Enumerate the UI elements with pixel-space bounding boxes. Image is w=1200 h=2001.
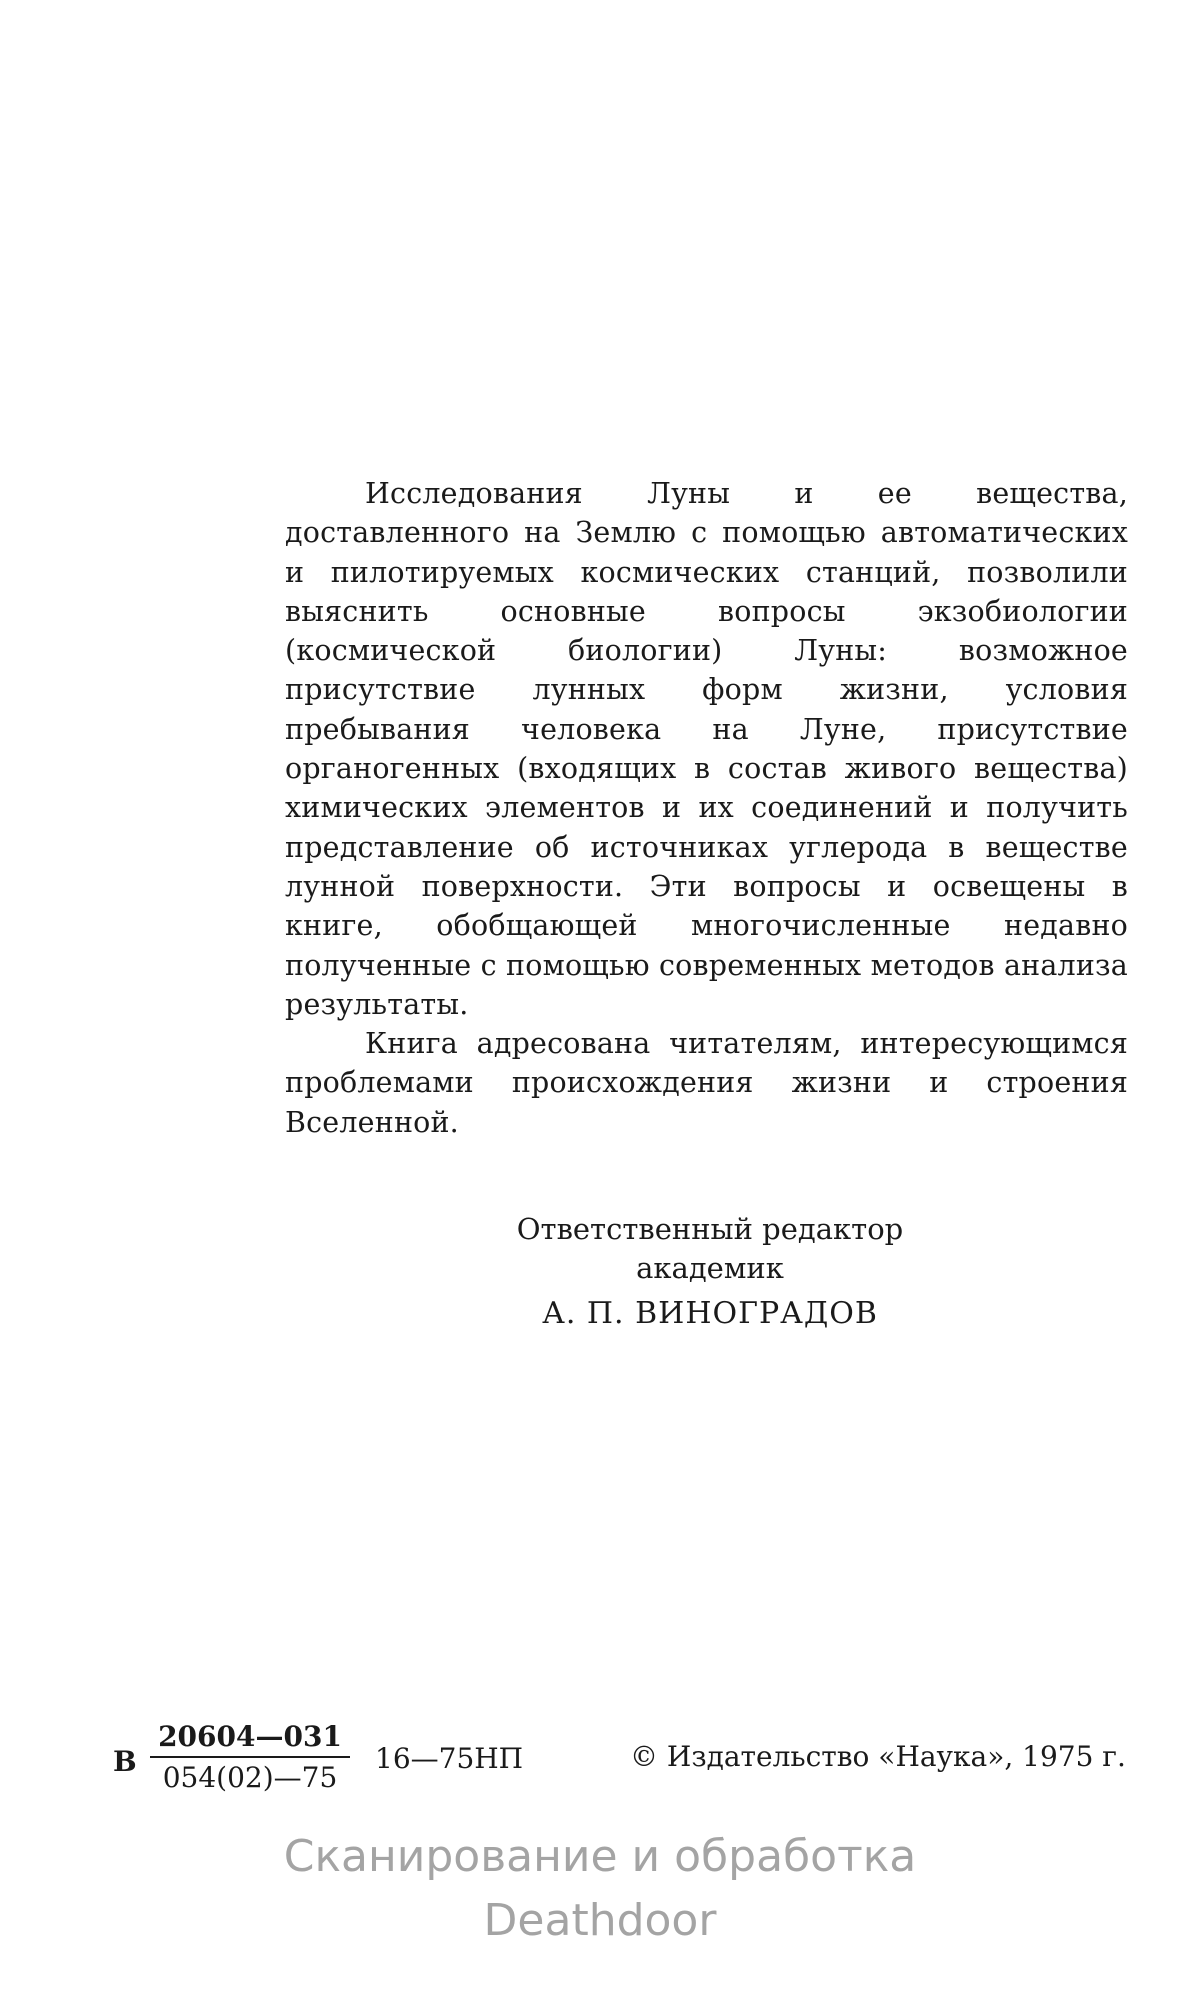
editor-role: Ответственный редактор (516, 1212, 904, 1246)
editor-title: академик (636, 1251, 784, 1285)
editor-credit (500, 1210, 920, 1333)
scan-watermark (0, 1825, 1200, 1953)
watermark-line-1: Сканирование и обработка (283, 1831, 917, 1882)
imprint-numerator: 20604—031 (158, 1720, 342, 1753)
imprint-letter: В (113, 1745, 137, 1778)
annotation-paragraph-1: Исследования Луны и ее вещества, доставленного на Землю с помощью автоматических и пилотируемых космических станций, позволили выяснить основные вопросы экзобиологии (космической биологии) Луны: возможное присутствие лунных форм жизни, условия пребывания человека на Луне, присутствие органогенных (входящих в состав живого вещества) химических элементов и их соединений и получить представление об источниках углерода в веществе лунной поверхности. Эти вопросы и освещены в книге, обобщающей многочисленные недавно полученные с помощью современных методов анализа результаты. (285, 477, 1128, 1021)
editor-name: А. П. ВИНОГРАДОВ (542, 1296, 878, 1331)
imprint-line (110, 1720, 1130, 1800)
fraction-bar (150, 1756, 350, 1758)
imprint-denominator: 054(02)—75 (162, 1761, 338, 1794)
annotation-text (285, 474, 1128, 1142)
annotation-paragraph-2: Книга адресована читателям, интересующимся проблемами происхождения жизни и строения Вселенной. (285, 1027, 1128, 1139)
copyright-notice: © Издательство «Наука», 1975 г. (630, 1740, 1126, 1773)
imprint-code: 16—75НП (375, 1742, 524, 1775)
imprint-fraction (150, 1720, 350, 1794)
watermark-line-2: Deathdoor (483, 1895, 717, 1946)
